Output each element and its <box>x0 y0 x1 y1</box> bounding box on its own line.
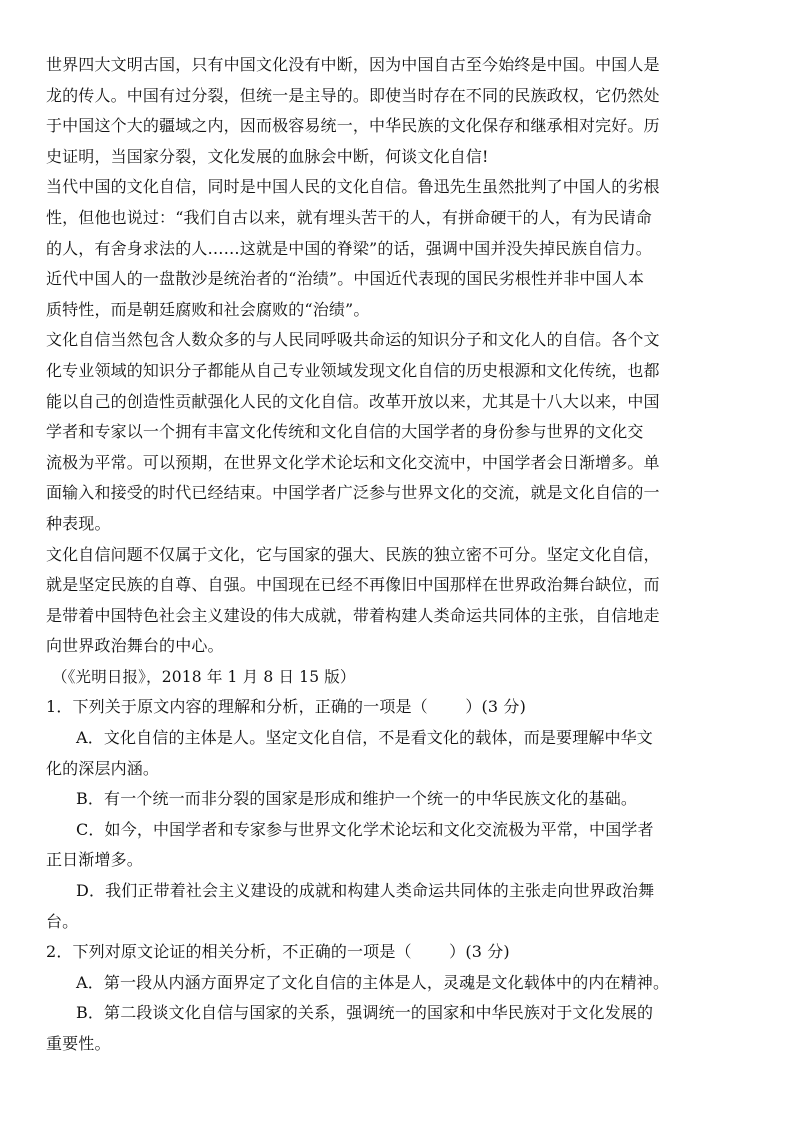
text-line: 学者和专家以一个拥有丰富文化传统和文化自信的大国学者的身份参与世界的文化交 <box>46 422 644 442</box>
text-line: 性，但他也说过：“我们自古以来，就有埋头苦干的人，有拼命硬干的人，有为民请命 <box>46 207 652 227</box>
option-d-continuation: 台。 <box>46 911 79 931</box>
passage-paragraph-1 <box>46 50 658 172</box>
text-line: 近代中国人的一盘散沙是统治者的“治绩”。中国近代表现的国民劣根性并非中国人本 <box>46 269 645 289</box>
text-line: 世界四大文明古国，只有中国文化没有中断，因为中国自古至今始终是中国。中国人是 <box>46 55 660 74</box>
document-page <box>46 50 670 1060</box>
text-line: 就是坚定民族的自尊、自强。中国现在已经不再像旧中国那样在世界政治舞台缺位，而 <box>46 575 660 595</box>
text-line: 当代中国的文化自信，同时是中国人民的文化自信。鲁迅先生虽然批判了中国人的劣根 <box>46 177 660 197</box>
text-line: 龙的传人。中国有过分裂，但统一是主导的。即使当时存在不同的民族政权，它仍然处 <box>46 85 660 105</box>
text-line: 文化自信当然包含人数众多的与人民同呼吸共命运的知识分子和文化人的自信。各个文 <box>46 330 660 350</box>
option-d: D．我们正带着社会主义建设的成就和构建人类命运共同体的主张走向世界政治舞 <box>76 881 655 901</box>
option-c-continuation: 正日渐增多。 <box>46 850 143 870</box>
text-line: 能以自己的创造性贡献强化人民的文化自信。改革开放以来，尤其是十八大以来，中国 <box>46 391 660 411</box>
text-line: 文化自信问题不仅属于文化，它与国家的强大、民族的独立密不可分。坚定文化自信， <box>46 544 660 564</box>
text-line: 种表现。 <box>46 513 111 533</box>
question-stem: 1．下列关于原文内容的理解和分析，正确的一项是（ ）(3 分) <box>46 697 526 717</box>
text-line: 史证明，当国家分裂，文化发展的血脉会中断，何谈文化自信! <box>46 146 489 166</box>
text-line: 的人，有舍身求法的人……这就是中国的脊梁”的话，强调中国并没失掉民族自信力。 <box>46 238 652 258</box>
text-line: 质特性，而是朝廷腐败和社会腐败的“治绩”。 <box>46 299 370 319</box>
question-2 <box>46 937 670 1059</box>
text-line: 化专业领域的知识分子都能从自己专业领域发现文化自信的历史根源和文化传统，也都 <box>46 360 660 380</box>
option-b: B．第二段谈文化自信与国家的关系，强调统一的国家和中华民族对于文化发展的 <box>76 1003 654 1023</box>
question-stem: 2．下列对原文论证的相关分析，不正确的一项是（ ）(3 分) <box>46 942 510 962</box>
source-citation: （《光明日报》，2018 年 1 月 8 日 15 版） <box>52 667 356 686</box>
option-a: A．文化自信的主体是人。坚定文化自信，不是看文化的载体，而是要理解中华文 <box>76 728 653 748</box>
text-line: 是带着中国特色社会主义建设的伟大成就，带着构建人类命运共同体的主张，自信地走 <box>46 605 660 625</box>
option-a-continuation: 化的深层内涵。 <box>46 758 160 778</box>
option-b-continuation: 重要性。 <box>46 1034 111 1053</box>
option-b: B．有一个统一而非分裂的国家是形成和维护一个统一的中华民族文化的基础。 <box>76 789 638 809</box>
text-line: 向世界政治舞台的中心。 <box>46 636 224 656</box>
option-a: A．第一段从内涵方面界定了文化自信的主体是人，灵魂是文化载体中的内在精神。 <box>76 972 670 992</box>
text-line: 流极为平常。可以预期，在世界文化学术论坛和文化交流中，中国学者会日渐增多。单 <box>46 452 660 472</box>
text-line: 面输入和接受的时代已经结束。中国学者广泛参与世界文化的交流，就是文化自信的一 <box>46 483 660 503</box>
text-line: 于中国这个大的疆域之内，因而极容易统一，中华民族的文化保存和继承相对完好。历 <box>46 116 660 136</box>
passage-paragraph-4 <box>46 540 658 662</box>
question-1 <box>46 692 658 937</box>
passage-paragraph-3 <box>46 325 658 539</box>
passage-paragraph-2 <box>46 172 658 325</box>
option-c: C．如今，中国学者和专家参与世界文化学术论坛和文化交流极为平常，中国学者 <box>76 819 654 839</box>
